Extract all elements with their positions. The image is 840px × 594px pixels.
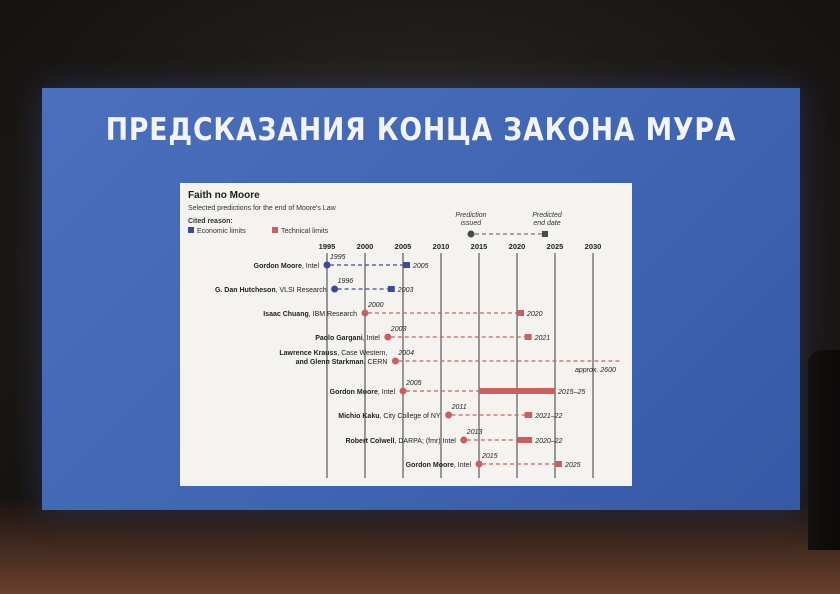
predictor-label [263,311,357,318]
predicted-end-bar [517,437,532,443]
x-tick-label: 2015 [470,242,488,251]
end-date-label: approx. 2600 [575,367,616,374]
predictor-label [338,413,441,420]
projection-screen [42,88,800,510]
issued-year-label: 1995 [330,254,346,261]
predictor-org: , VLSI Research [275,287,327,294]
predictor-org: , Intel [453,462,471,469]
predictor-org: , Intel [377,389,395,396]
issued-year-label: 2004 [398,350,414,357]
end-date-label: 2025 [565,462,581,469]
predictor-org: , Intel [362,335,380,342]
end-date-label: 2021 [534,335,551,342]
legend-technical-swatch [272,227,278,233]
predicted-end-bar [525,412,533,418]
x-tick-label: 1995 [318,242,336,251]
predictor-name: Paolo Gargani [315,335,363,342]
issued-year-label: 2000 [368,302,384,309]
end-date-label: 2021–22 [535,413,563,420]
predictor-label-line2 [296,359,388,366]
predictor-label [315,335,380,342]
predictor-label [330,389,396,396]
audience-silhouette [808,350,840,550]
predictions-timeline-chart [180,183,632,486]
prediction-issued-marker [445,412,452,419]
predictor-org: , Case Western, [337,350,388,357]
predictor-name-2: and Glenn Starkman [295,359,364,366]
end-date-label: 2020–22 [535,438,563,445]
predictor-name: Gordon Moore [253,263,302,270]
chart-subtitle: Selected predictions for the end of Moore's Law [188,205,336,212]
floor [0,500,840,594]
predictor-label [345,438,456,445]
predictor-label [215,287,327,294]
predictor-org-2: , CERN [363,359,388,366]
end-date-label: 2015–25 [558,389,586,396]
issued-year-label: 1996 [337,278,354,285]
legend-issued-label: Prediction issued [455,212,487,227]
legend-economic-swatch [188,227,194,233]
end-date-label: 2003 [397,287,414,294]
issued-year-label: 2005 [406,380,422,387]
x-tick-label: 2000 [356,242,374,251]
x-tick-label: 2005 [394,242,412,251]
legend-issued-marker [468,231,475,238]
chart-card [180,183,632,486]
end-date-label: 2020 [527,311,543,318]
legend-technical-label: Technical limits [281,228,329,235]
predictor-name: Isaac Chuang [263,311,309,318]
predicted-end-bar [403,262,410,268]
prediction-issued-marker [392,358,399,365]
prediction-issued-marker [324,262,331,269]
predicted-end-bar [388,286,395,292]
predictor-label [279,350,387,357]
predicted-end-bar [479,388,555,394]
predictor-org: , Intel [301,263,319,270]
legend-economic-label: Economic limits [197,228,246,235]
legend-end-label: Predicted end date [532,212,562,227]
predicted-end-bar [525,334,532,340]
prediction-issued-marker [400,388,407,395]
predictor-org: , DARPA; (fmr) Intel [394,438,456,445]
predictor-org: , City College of NY [379,413,441,420]
predictor-org: , IBM Research [308,311,357,318]
predictor-label [254,263,320,270]
predictor-label [406,462,472,469]
x-tick-label: 2010 [432,242,450,251]
predictor-name: G. Dan Hutcheson [214,287,276,294]
predicted-end-bar [517,310,524,316]
predictor-name: Robert Colwell [345,438,395,445]
issued-year-label: 2013 [466,429,483,436]
legend-heading: Cited reason: [188,218,233,225]
predictor-name: Michio Kaku [338,413,380,420]
prediction-issued-marker [384,334,391,341]
x-tick-label: 2020 [508,242,526,251]
prediction-issued-marker [362,310,369,317]
x-tick-label: 2025 [546,242,564,251]
predicted-end-bar [555,461,562,467]
issued-year-label: 2003 [390,326,407,333]
predictor-name: Lawrence Krauss [279,350,338,357]
issued-year-label: 2015 [482,453,498,460]
x-tick-label: 2030 [584,242,602,251]
prediction-issued-marker [331,286,338,293]
predictor-name: Gordon Moore [329,389,378,396]
chart-title: Faith no Moore [188,190,260,201]
prediction-issued-marker [476,461,483,468]
end-date-label: 2005 [413,263,429,270]
slide-title: ПРЕДСКАЗАНИЯ КОНЦА ЗАКОНА МУРА [105,112,737,148]
legend-end-marker [542,231,548,237]
issued-year-label: 2011 [451,404,467,411]
predictor-name: Gordon Moore [405,462,454,469]
prediction-issued-marker [460,437,467,444]
